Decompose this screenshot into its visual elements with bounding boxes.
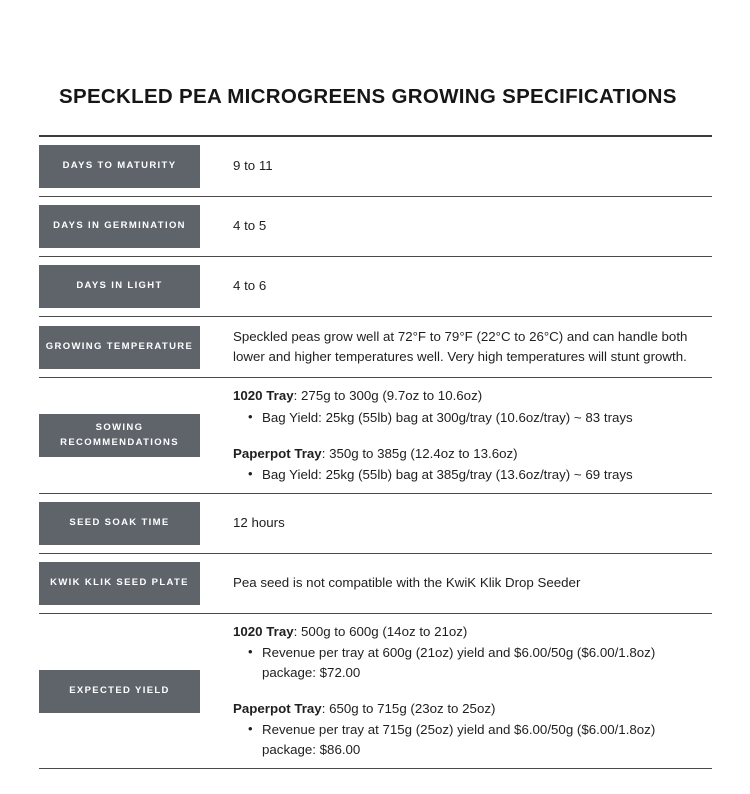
tray-name: Paperpot Tray — [233, 445, 322, 461]
tray-group-1020 — [233, 622, 712, 683]
list-item: • Revenue per tray at 600g (21oz) yield and $6.00/50g ($6.00/1.8oz) package: $72.00 — [262, 643, 712, 683]
tray-detail: : 350g to 385g (12.4oz to 13.6oz) — [321, 445, 518, 461]
row-label-expected-yield: EXPECTED YIELD — [39, 670, 200, 713]
row-label-sowing-recommendations — [39, 414, 200, 457]
table-row — [39, 378, 712, 494]
row-label-cell — [39, 614, 200, 768]
row-value-cell — [200, 317, 712, 377]
row-value-cell — [200, 197, 712, 256]
tray-detail: : 275g to 300g (9.7oz to 10.6oz) — [293, 388, 483, 404]
row-value-days-in-light: 4 to 6 — [233, 278, 267, 294]
list-item: • Bag Yield: 25kg (55lb) bag at 300g/tray (10.6oz/tray) ~ 83 trays — [262, 408, 712, 428]
row-label-cell — [39, 317, 200, 377]
tray-name: Paperpot Tray — [233, 701, 322, 717]
table-row — [39, 197, 712, 257]
table-row — [39, 317, 712, 378]
row-label-cell — [39, 378, 200, 493]
tray-detail: : 650g to 715g (23oz to 25oz) — [321, 701, 496, 717]
row-value-days-in-germination: 4 to 5 — [233, 218, 267, 234]
row-value-seed-soak-time: 12 hours — [233, 515, 285, 531]
row-value-cell — [200, 554, 712, 613]
table-row — [39, 554, 712, 614]
tray-name: 1020 Tray — [233, 388, 294, 404]
list-item: • Bag Yield: 25kg (55lb) bag at 385g/tray (13.6oz/tray) ~ 69 trays — [262, 465, 712, 485]
tray-group-paperpot — [233, 699, 712, 760]
tray-group-1020 — [233, 386, 712, 427]
list-item: • Revenue per tray at 715g (25oz) yield and $6.00/50g ($6.00/1.8oz) package: $86.00 — [262, 720, 712, 760]
tray-heading — [233, 622, 712, 642]
row-value-days-to-maturity: 9 to 11 — [233, 158, 273, 174]
tray-bullet-list — [233, 408, 712, 428]
row-label-line-2: RECOMMENDATIONS — [60, 436, 179, 448]
row-value-cell — [200, 494, 712, 553]
row-label-kwik-klik-seed-plate: KWIK KLIK SEED PLATE — [39, 562, 200, 605]
tray-bullet-list — [233, 465, 712, 485]
table-row — [39, 494, 712, 554]
row-label-days-in-light: DAYS IN LIGHT — [39, 265, 200, 308]
row-label-cell — [39, 494, 200, 553]
row-label-days-to-maturity: DAYS TO MATURITY — [39, 145, 200, 188]
row-label-cell — [39, 554, 200, 613]
row-label-growing-temperature: GROWING TEMPERATURE — [39, 326, 200, 369]
row-value-kwik-klik-seed-plate: Pea seed is not compatible with the KwiK Klik Drop Seeder — [233, 575, 581, 591]
row-value-growing-temperature: Speckled peas grow well at 72°F to 79°F (22°C to 26°C) and can handle both lower and higher temperatures well. Very high temperatures will stunt growth. — [233, 328, 688, 364]
row-label-cell — [39, 137, 200, 196]
row-label-seed-soak-time: SEED SOAK TIME — [39, 502, 200, 545]
row-value-cell — [200, 614, 712, 768]
row-value-cell — [200, 137, 712, 196]
tray-heading — [233, 444, 712, 464]
tray-detail: : 500g to 600g (14oz to 21oz) — [293, 624, 468, 639]
tray-bullet-list — [233, 643, 712, 683]
tray-heading — [233, 699, 712, 719]
tray-bullet-list — [233, 720, 712, 760]
row-label-days-in-germination: DAYS IN GERMINATION — [39, 205, 200, 248]
tray-group-paperpot — [233, 444, 712, 485]
page-title: SPECKLED PEA MICROGREENS GROWING SPECIFICATIONS — [59, 85, 677, 108]
row-label-line-1: SOWING — [95, 421, 144, 433]
table-row — [39, 137, 712, 197]
row-label-cell — [39, 257, 200, 316]
table-row — [39, 614, 712, 769]
tray-heading — [233, 386, 712, 406]
table-row — [39, 257, 712, 317]
growing-specifications-table — [39, 135, 712, 769]
row-value-cell — [200, 378, 712, 493]
tray-name: 1020 Tray — [233, 624, 294, 639]
row-value-cell — [200, 257, 712, 316]
row-label-cell — [39, 197, 200, 256]
